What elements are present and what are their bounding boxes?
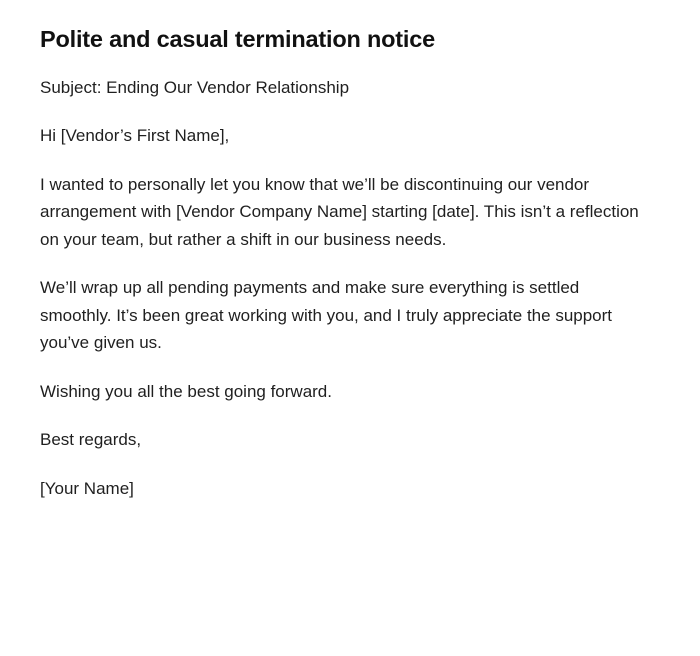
paragraph-greeting: Hi [Vendor’s First Name],: [40, 126, 230, 146]
paragraph-closing-wish: Wishing you all the best going forward.: [40, 381, 332, 401]
paragraph-body-2: We’ll wrap up all pending payments and make sure everything is settled smoothly. It’s been great working with you, and I truly appreciate the support you’ve given us.: [40, 278, 613, 353]
paragraph-signature: [Your Name]: [40, 478, 134, 498]
paragraph-signoff: Best regards,: [40, 430, 142, 450]
paragraph-body-1: I wanted to personally let you know that we’ll be discontinuing our vendor arrangement with [Vendor Company Name] starting [date]. This isn’t a reflection on your team, but rather a shift in our business needs.: [40, 174, 639, 249]
page-title: Polite and casual termination notice: [40, 26, 435, 52]
paragraph-subject: Subject: Ending Our Vendor Relationship: [40, 77, 350, 97]
